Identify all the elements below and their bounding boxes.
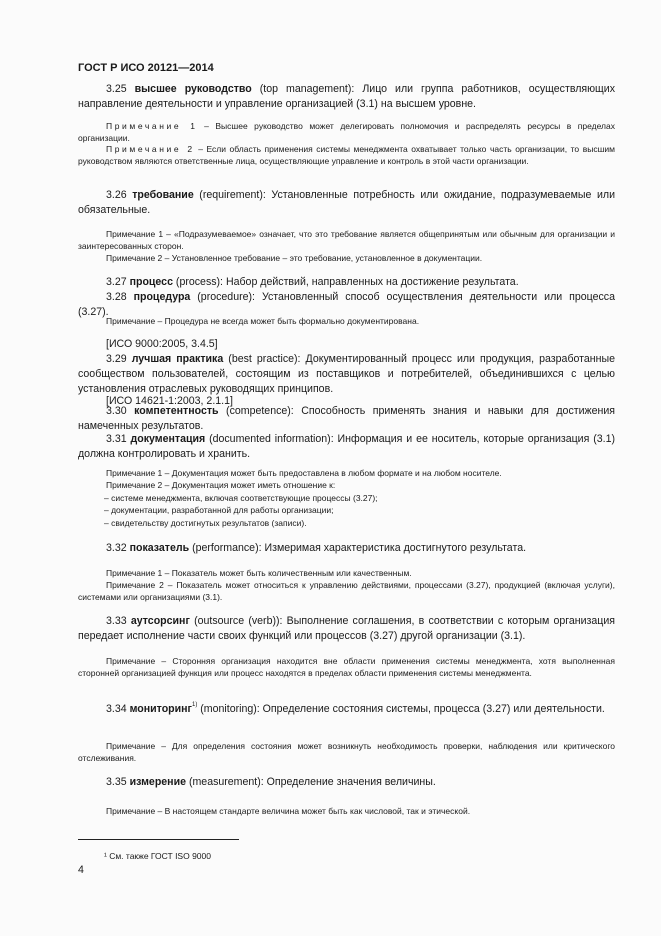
note-3-33: Примечание – Сторонняя организация находится вне области применения системы менеджмента, хотя выполненная сторонней организацией функция или процесс находятся в пределах области применения системы менеджмента. bbox=[78, 656, 615, 678]
source-ref-1: [ИСО 9000:2005, 3.4.5] bbox=[106, 338, 218, 350]
list-item: – свидетельству достигнутых результатов (записи). bbox=[104, 518, 307, 528]
note-3-34: Примечание – Для определения состояния может возникнуть необходимость проверки, наблюдения или критического отслеживания. bbox=[78, 741, 615, 763]
term-3-29: 3.29 лучшая практика (best practice): Документированный процесс или продукция, разработанные сообществом пользователей, состоящим из поставщиков и потребителей, объединившихся с целью установления отраслевых руководящих принципов. bbox=[78, 353, 615, 395]
term-3-35: 3.35 измерение (measurement): Определение значения величины. bbox=[106, 776, 436, 788]
term-3-32: 3.32 показатель (performance): Измеримая характеристика достигнутого результата. bbox=[106, 542, 527, 554]
term-3-33: 3.33 аутсорсинг (outsource (verb)): Выполнение соглашения, в соответствии с которым организация передает исполнение части своих функций или процессов (3.27) другой организации (3.1). bbox=[78, 615, 615, 642]
term-3-27: 3.27 процесс (process): Набор действий, направленных на достижение результата. bbox=[106, 276, 519, 288]
term-3-25 bbox=[78, 82, 615, 112]
term-3-31: 3.31 документация (documented information): Информация и ее носитель, которые организация (3.1) должна контролировать и хранить. bbox=[78, 433, 615, 460]
term-title: высшее руководство bbox=[134, 83, 252, 95]
list-item: – системе менеджмента, включая соответствующие процессы (3.27); bbox=[104, 493, 378, 503]
note-3-31-2: Примечание 2 – Документация может иметь отношение к: bbox=[106, 480, 336, 490]
note-3-26-2: Примечание 2 – Установленное требование – это требование, установленное в документации. bbox=[106, 253, 483, 263]
note-3-25-2: Примечание 2 – Если область применения системы менеджмента охватывает только часть организации, то высшим руководством являются ответственные лица, осуществляющие управление и контроль в этой части организации. bbox=[78, 144, 615, 166]
note-3-26-1: Примечание 1 – «Подразумеваемое» означает, что это требование является общепринятым или обычным для организации и заинтересованных сторон. bbox=[78, 229, 615, 251]
source-ref-2: [ИСО 14621-1:2003, 2.1.1] bbox=[106, 395, 233, 407]
note-3-31-1: Примечание 1 – Документация может быть предоставлена в любом формате и на любом носителе. bbox=[106, 468, 502, 478]
term-definition: (top management): Лицо или группа работников, осуществляющих направление деятельности и управление организацией (3.1) на высшем уровне. bbox=[78, 83, 615, 110]
note-3-25-1: Примечание 1 – Высшее руководство может делегировать полномочия и распределять ресурсы в пределах организации. bbox=[78, 121, 615, 143]
footnote-marker: 1) bbox=[191, 702, 198, 708]
term-number: 3.25 bbox=[106, 83, 127, 95]
note-3-32-2: Примечание 2 – Показатель может относиться к управлению действиями, процессами (3.27), продукцией (включая услуги), системами или организациями (3.1). bbox=[78, 580, 615, 602]
note-3-35: Примечание – В настоящем стандарте величина может быть как числовой, так и этической. bbox=[106, 806, 471, 816]
term-3-26: 3.26 требование (requirement): Установленные потребность или ожидание, подразумеваемые или обязательные. bbox=[78, 189, 615, 216]
term-3-34: 3.34 мониторинг$^{1)}$ (monitoring): Определение состояния системы, процесса (3.27) или деятельности. bbox=[106, 702, 605, 715]
page-number: 4 bbox=[78, 864, 84, 876]
term-3-30: 3.30 компетентность (competence): Способность применять знания и навыки для достижения намеченных результатов. bbox=[78, 405, 615, 432]
footnote: ¹ См. также ГОСТ ISO 9000 bbox=[104, 851, 211, 861]
footnote-rule bbox=[78, 839, 239, 840]
note-3-32-1: Примечание 1 – Показатель может быть количественным или качественным. bbox=[106, 568, 412, 578]
term-3-28: 3.28 процедура (procedure): Установленный способ осуществления деятельности или процесса (3.27). bbox=[78, 291, 615, 318]
page-header: ГОСТ Р ИСО 20121—2014 bbox=[78, 62, 214, 74]
list-item: – документации, разработанной для работы организации; bbox=[104, 505, 334, 515]
note-3-28: Примечание – Процедура не всегда может быть формально документирована. bbox=[106, 316, 420, 326]
